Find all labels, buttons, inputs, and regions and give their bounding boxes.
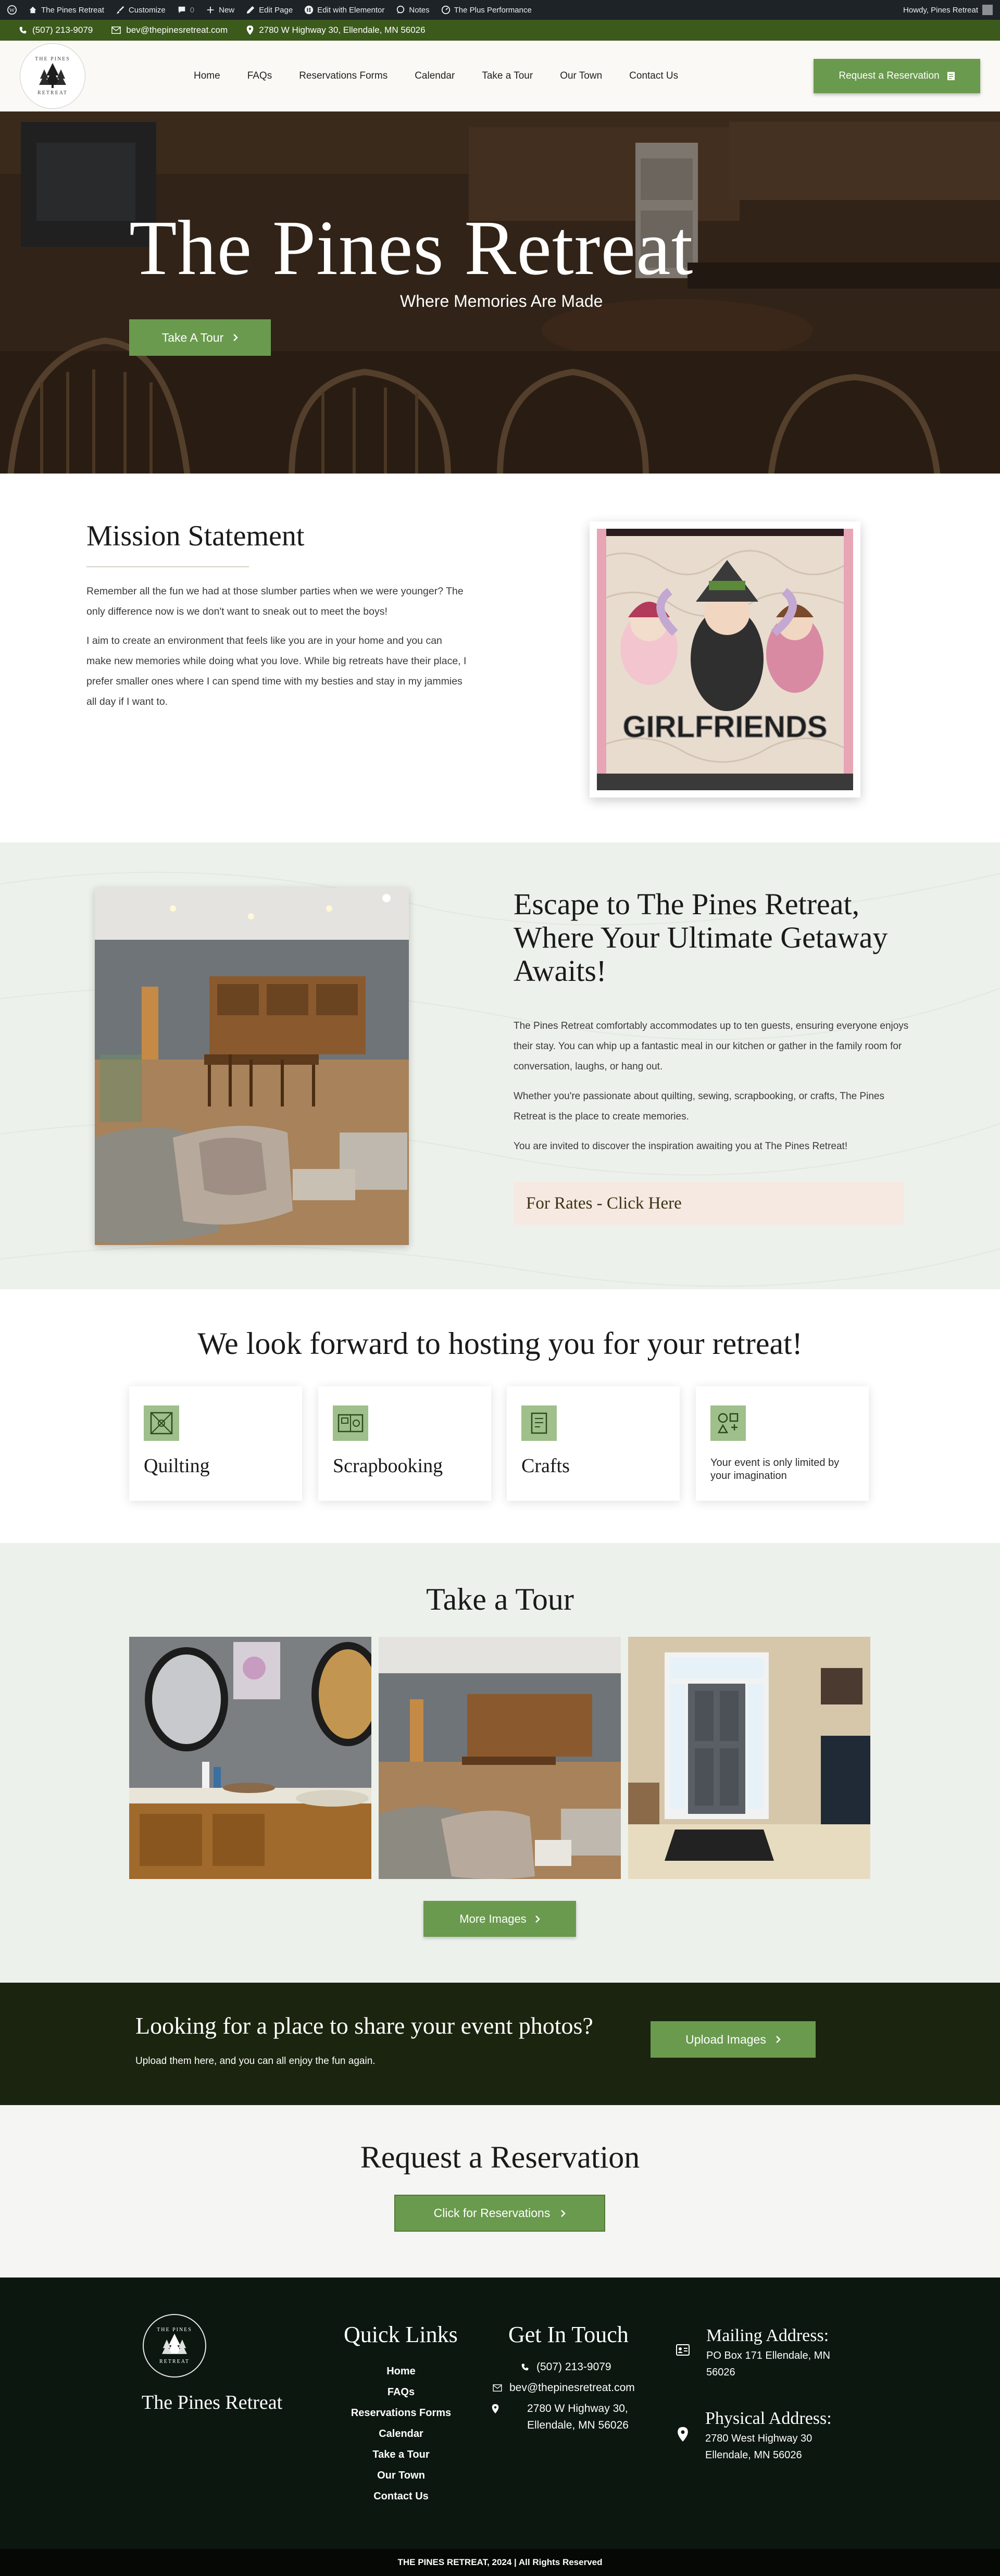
site-footer (0, 2278, 1000, 2549)
physical-address-text: 2780 West Highway 30 Ellendale, MN 56026 (705, 2433, 813, 2461)
request-reservation-button[interactable] (814, 59, 980, 93)
top-bar-address (246, 25, 425, 35)
share-photos-section (0, 1983, 1000, 2105)
footer-address (492, 2400, 647, 2434)
tour-title: Take a Tour (426, 1582, 574, 1616)
map-pin-icon (677, 2427, 689, 2442)
admin-bar (0, 0, 1000, 20)
physical-address-title: Physical Address: (705, 2409, 832, 2428)
admin-new-link[interactable] (206, 5, 234, 15)
mailing-address-title: Mailing Address: (706, 2326, 829, 2345)
footer-logo-top-text: THE PINES (157, 2327, 192, 2333)
tour-image-living-room[interactable] (379, 1637, 621, 1879)
quick-links-title: Quick Links (344, 2322, 458, 2347)
main-nav (180, 70, 692, 82)
admin-howdy-label: Howdy, Pines Retreat (903, 5, 978, 15)
share-photos-subtitle: Upload them here, and you can all enjoy the fun again. (135, 2056, 376, 2067)
logo-top-text: THE PINES (35, 56, 70, 62)
gauge-icon (441, 5, 451, 15)
nav-faqs[interactable]: FAQs (247, 70, 272, 81)
take-a-tour-label: Take A Tour (161, 330, 224, 344)
footer-address-text: 2780 W Highway 30, Ellendale, MN 56026 (527, 2403, 629, 2431)
hero-subtitle: Where Memories Are Made (400, 292, 603, 310)
map-pin-icon (492, 2404, 499, 2413)
footer-site-name: The Pines Retreat (142, 2392, 283, 2413)
admin-site-link[interactable] (28, 5, 104, 15)
nav-take-a-tour[interactable]: Take a Tour (482, 70, 533, 81)
footer-link-reservations-forms[interactable]: Reservations Forms (351, 2407, 452, 2419)
mission-paragraph-1: Remember all the fun we had at those slumber parties when we were younger? The only difference now is we don't want to sneak out to meet the boys! (86, 586, 464, 617)
footer-email-text: bev@thepinesretreat.com (509, 2382, 635, 2394)
nav-our-town[interactable]: Our Town (560, 70, 603, 81)
top-bar-phone[interactable] (19, 25, 93, 35)
click-for-reservations-button[interactable] (394, 2195, 605, 2232)
admin-notes-label: Notes (409, 5, 430, 15)
copyright-bar (0, 2549, 1000, 2576)
phone-icon (521, 2363, 529, 2371)
quick-links-list (339, 2361, 464, 2507)
document-icon (947, 71, 955, 81)
mission-text (86, 581, 467, 721)
share-photos-title: Looking for a place to share your event photos? (135, 2012, 593, 2039)
top-bar-email[interactable] (111, 25, 228, 35)
rates-link[interactable]: For Rates - Click Here (514, 1182, 904, 1225)
top-bar-email-text: bev@thepinesretreat.com (126, 25, 228, 35)
footer-phone-text: (507) 213-9079 (536, 2361, 611, 2373)
chevron-right-icon (776, 2035, 781, 2044)
crafts-icon (521, 1405, 557, 1441)
escape-text (514, 1016, 909, 1166)
quilt-icon (144, 1405, 179, 1441)
top-bar-phone-text: (507) 213-9079 (32, 25, 93, 35)
mailing-address-text: PO Box 171 Ellendale, MN 56026 (706, 2350, 830, 2378)
admin-elementor-label: Edit with Elementor (317, 5, 385, 15)
admin-performance-label: The Plus Performance (454, 5, 532, 15)
upload-images-label: Upload Images (685, 2032, 766, 2046)
quilt-lettering: GIRLFRIENDS (622, 710, 828, 744)
nav-home[interactable]: Home (194, 70, 220, 81)
admin-elementor-link[interactable] (304, 5, 384, 15)
admin-edit-page-link[interactable] (246, 5, 293, 15)
feature-card-quilting (129, 1386, 302, 1501)
admin-notes-link[interactable] (396, 5, 429, 15)
pine-trees-icon (37, 62, 68, 90)
pencil-icon (246, 5, 255, 15)
envelope-icon (111, 26, 121, 34)
request-reservation-label: Request a Reservation (839, 70, 940, 81)
reservation-title: Request a Reservation (360, 2140, 640, 2174)
more-images-button[interactable] (423, 1901, 576, 1937)
svg-text:W: W (9, 7, 15, 14)
admin-account-link[interactable] (903, 5, 993, 15)
comment-icon (177, 5, 186, 15)
footer-link-calendar[interactable]: Calendar (379, 2428, 423, 2440)
tour-section (0, 1543, 1000, 1983)
footer-logo-bottom-text: RETREAT (159, 2359, 190, 2365)
admin-comments-link[interactable] (177, 5, 194, 15)
speech-bubble-icon (396, 5, 405, 15)
nav-calendar[interactable]: Calendar (415, 70, 455, 81)
chevron-right-icon (535, 1915, 540, 1923)
admin-comments-count: 0 (190, 5, 195, 15)
escape-paragraph-1: The Pines Retreat comfortably accommodates up to ten guests, ensuring everyone enjoys their stay. You can whip up a fantastic meal in our kitchen or gather in the family room for conversation, laughs, or hang out. (514, 1021, 909, 1072)
elementor-icon (304, 5, 314, 15)
footer-logo[interactable] (143, 2314, 206, 2378)
brush-icon (116, 5, 125, 15)
feature-label: Scrapbooking (333, 1455, 443, 1477)
mission-paragraph-2: I aim to create an environment that feels like you are in your home and you can make new memories while doing what you love. While big retreats have their place, I prefer smaller ones where I can spend time with my besties and stay in my jammies all day if I want to. (86, 635, 467, 707)
click-for-reservations-label: Click for Reservations (433, 2206, 551, 2220)
phone-icon (19, 26, 27, 34)
feature-card-crafts (507, 1386, 680, 1501)
feature-card-scrapbooking (318, 1386, 491, 1501)
footer-link-home[interactable]: Home (386, 2366, 416, 2377)
upload-images-button[interactable] (651, 2021, 816, 2058)
top-bar (0, 20, 1000, 41)
reservation-section (0, 2105, 1000, 2278)
footer-email[interactable] (493, 2380, 647, 2396)
escape-paragraph-2: Whether you're passionate about quilting, sewing, scrapbooking, or crafts, The Pines Retreat is the place to create memories. (514, 1091, 884, 1122)
site-header (0, 41, 1000, 111)
map-pin-icon (246, 26, 254, 35)
ideas-icon (710, 1405, 746, 1441)
envelope-icon (493, 2384, 502, 2392)
footer-link-faqs[interactable]: FAQs (387, 2386, 415, 2398)
wordpress-logo-icon[interactable] (7, 5, 17, 15)
footer-link-our-town[interactable]: Our Town (377, 2470, 425, 2481)
pine-trees-icon (160, 2333, 189, 2359)
hosting-section (0, 1289, 1000, 1543)
hero-section (0, 111, 1000, 474)
mailing-address-block (676, 2328, 836, 2381)
footer-link-take-a-tour[interactable]: Take a Tour (372, 2449, 430, 2460)
more-images-label: More Images (459, 1912, 527, 1925)
get-in-touch-list (492, 2359, 647, 2438)
admin-avatar (982, 5, 993, 15)
logo-bottom-text: RETREAT (38, 90, 68, 96)
physical-address-block (676, 2410, 832, 2463)
scrapbook-icon (333, 1405, 368, 1441)
hosting-title: We look forward to hosting you for your retreat! (197, 1326, 803, 1361)
feature-label: Crafts (521, 1455, 570, 1477)
top-bar-address-text: 2780 W Highway 30, Ellendale, MN 56026 (259, 25, 426, 35)
mission-section (0, 474, 1000, 842)
take-a-tour-button[interactable] (129, 319, 271, 356)
escape-paragraph-3: You are invited to discover the inspiration awaiting you at The Pines Retreat! (514, 1141, 848, 1152)
tour-image-bathroom[interactable] (129, 1637, 371, 1879)
hero-title: The Pines Retreat (129, 205, 694, 291)
family-room-image (95, 888, 409, 1245)
get-in-touch-title: Get In Touch (508, 2322, 629, 2347)
plus-icon (206, 5, 215, 15)
escape-title: Escape to The Pines Retreat, Where Your Ultimate Getaway Awaits! (514, 887, 888, 988)
feature-label: Your event is only limited by your imagination (710, 1457, 840, 1482)
admin-customize-link[interactable] (116, 5, 166, 15)
escape-section (0, 842, 1000, 1289)
id-card-icon (676, 2344, 690, 2356)
footer-phone[interactable] (521, 2359, 647, 2375)
feature-label: Quilting (144, 1455, 210, 1477)
copyright-text: THE PINES RETREAT, 2024 | All Rights Reserved (397, 2557, 603, 2567)
site-logo[interactable] (20, 43, 85, 109)
mission-title: Mission Statement (86, 520, 305, 552)
mission-divider (86, 566, 249, 567)
nav-reservations-forms[interactable]: Reservations Forms (299, 70, 388, 81)
chevron-right-icon (233, 333, 238, 342)
nav-contact-us[interactable]: Contact Us (629, 70, 679, 81)
feature-card-imagination (696, 1386, 869, 1501)
admin-edit-page-label: Edit Page (259, 5, 293, 15)
chevron-right-icon (560, 2209, 566, 2218)
admin-performance-link[interactable] (441, 5, 532, 15)
admin-new-label: New (219, 5, 235, 15)
admin-customize-label: Customize (128, 5, 166, 15)
girlfriends-quilt-image (590, 521, 860, 798)
admin-site-name: The Pines Retreat (41, 5, 104, 15)
home-icon (28, 5, 38, 15)
footer-link-contact-us[interactable]: Contact Us (373, 2491, 429, 2502)
tour-image-entryway[interactable] (628, 1637, 870, 1879)
